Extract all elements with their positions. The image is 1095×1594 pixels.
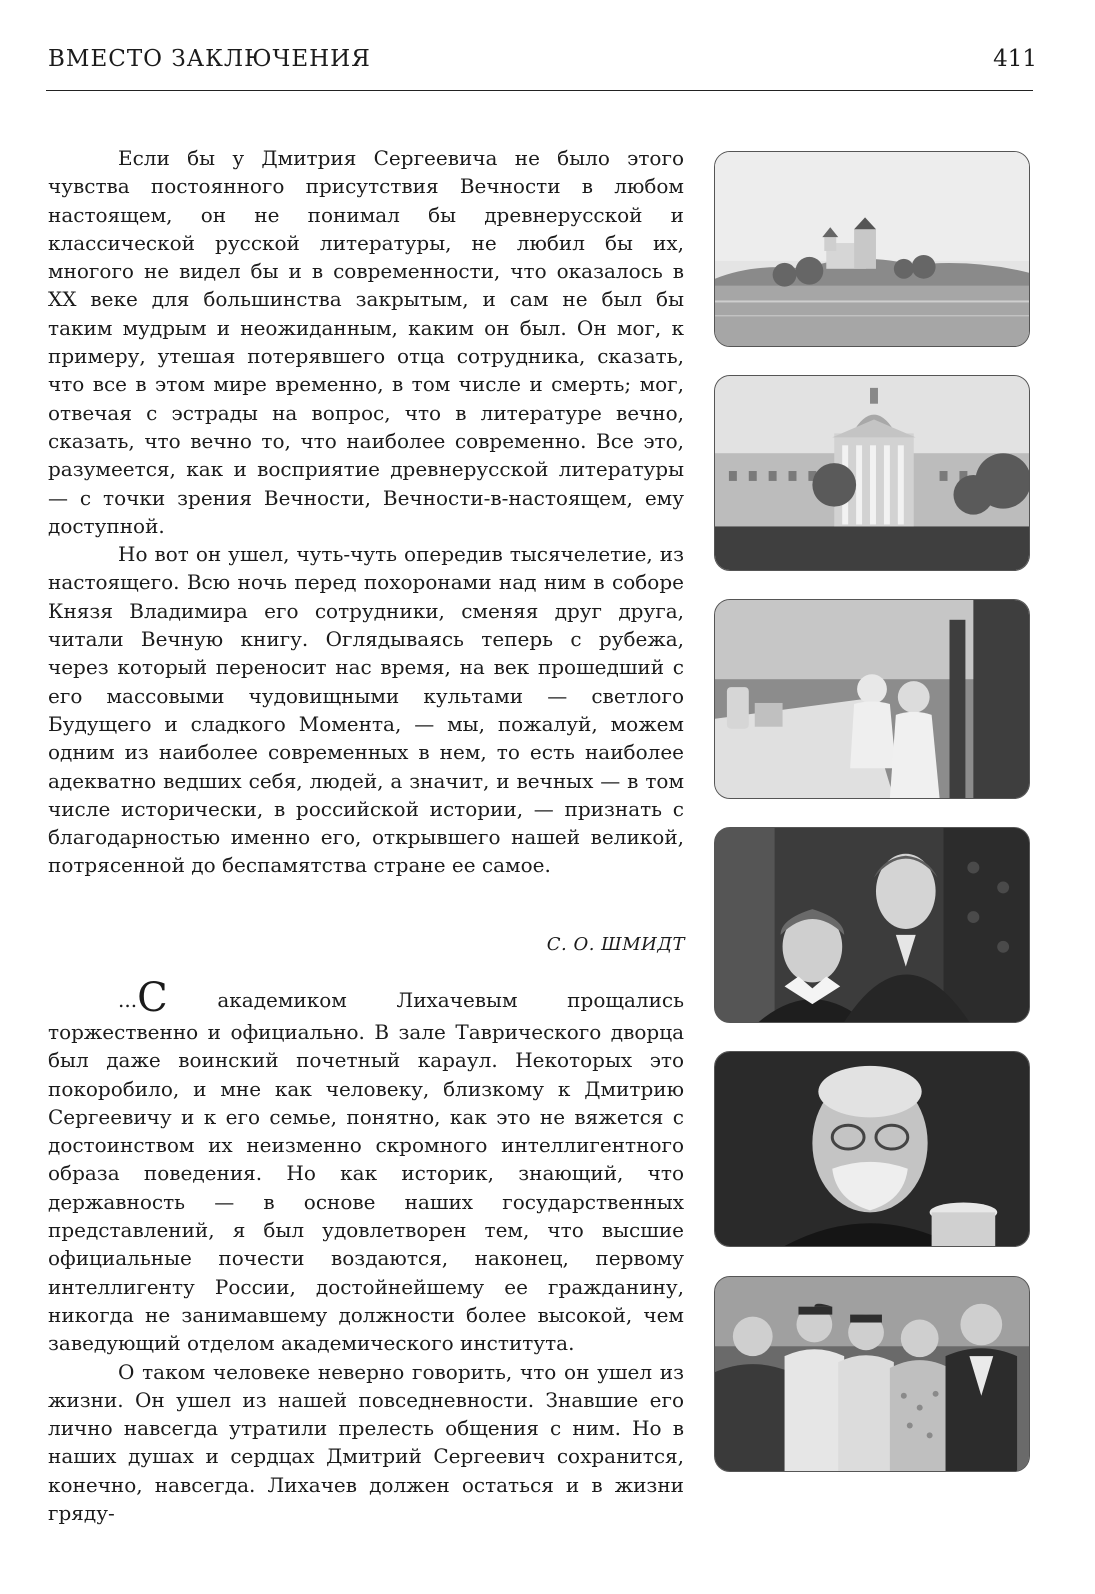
- photo-children-garden: [714, 599, 1030, 799]
- photo-elderly-man-portrait: [714, 1051, 1030, 1247]
- photo-couple-portrait: [714, 827, 1030, 1023]
- paragraph: Если бы у Дмитрия Сергеевича не было этого чувства постоянного присутствия Вечности в любом настоящем, он не понимал бы древнерусской и классической русской литературы, не любил бы их, многого не видел бы и в современности, что оказалось в XX веке для большинства закрытым, и сам не был бы таким мудрым и неожиданным, каким он был. Он мог, к примеру, утешая потерявшего отца сотрудника, сказать, что все в этом мире временно, в том числе и смерть; мог, отвечая с эстрады на вопрос, что в литературе вечно, сказать, что вечно то, что наиболее современно. Все это, разумеется, как и восприятие древнерусской литературы — с точки зрения Вечности, Вечности-в-настоящем, ему доступной.: [48, 146, 684, 538]
- photo-neoclassical-building: [714, 375, 1030, 571]
- drop-cap: С: [137, 975, 168, 1021]
- running-header-title: ВМЕСТО ЗАКЛЮЧЕНИЯ: [48, 46, 371, 72]
- paragraph: О таком человеке неверно говорить, что он ушел из жизни. Он ушел из нашей повседневности. Знавшие его лично навсегда утратили прелесть общения с ним. Но в наших душах и сердцах Дмитрий Сергеевич сохранится, конечно, навсегда. Лихачев должен остаться и в жизни гряду-: [48, 1359, 684, 1526]
- photo-church-meadow: [714, 151, 1030, 347]
- author-signature: С. О. ШМИДТ: [546, 934, 685, 955]
- paragraph: Но вот он ушел, чуть-чуть опередив тысячелетие, из настоящего. Всю ночь перед похоронами над ним в соборе Князя Владимира его сотрудники, сменяя друг друга, читали Вечную книгу. Оглядываясь теперь с рубежа, через который переносит нас время, на век прошедший с его массовыми чудовищными культами — светлого Будущего и сладкого Момента, — мы, пожалуй, можем одним из наиболее современных в нем, то есть наиболее адекватно ведших себя, людей, а значит, и вечных — в том числе исторически, в российской истории, — признать с благодарностью именно его, открывшего нашей великой, потрясенной до беспамятства стране ее самое.: [48, 542, 684, 878]
- paragraph-text: академиком Лихачевым прощались торжественно и официально. В зале Таврического дворца был даже воинский почетный караул. Некоторых это покоробило, и мне как человеку, близкому к Дмитрию Сергеевичу и к его семье, понятно, как это не вяжется с достоинством их неизменно скромного интеллигентного образа поведения. Но как историк, знающий, что державность — в основе наших государственных представлений, я был удовлетворен тем, что высшие официальные почести воздаются, наконец, первому интеллигенту России, достойнейшему ее гражданину, никогда не занимавшему должности более высокой, чем заведующий отделом академического института.: [48, 988, 684, 1356]
- photo-group-of-people: [714, 1276, 1030, 1472]
- lead-ellipsis: ...: [118, 988, 138, 1012]
- header-divider: [46, 90, 1033, 91]
- text-block-part1: [48, 144, 684, 880]
- paragraph: [48, 975, 684, 1358]
- text-block-part2: [48, 975, 684, 1527]
- page-number: 411: [993, 46, 1037, 72]
